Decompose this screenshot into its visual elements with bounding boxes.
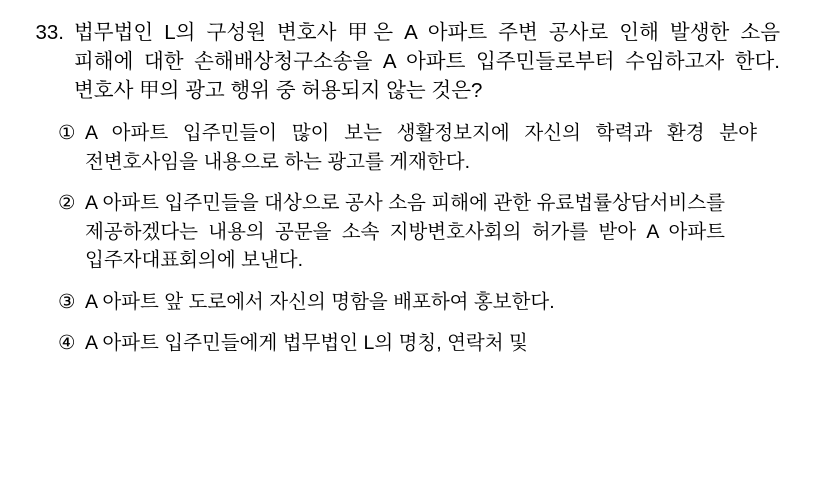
choice-text: A 아파트 앞 도로에서 자신의 명함을 배포하여 홍보한다. bbox=[85, 290, 555, 313]
question-text: 법무법인 L의 구성원 변호사 甲은 A 아파트 주변 공사로 인해 발생한 소음 피해에 대한 손해배상청구소송을 A 아파트 입주민들로부터 수임하고자 한다. 변호사 甲의 광고 행위 중 허용되지 않는 것은? bbox=[74, 21, 780, 103]
choice-item[interactable] bbox=[58, 288, 804, 316]
choice-item[interactable] bbox=[58, 329, 804, 357]
choice-list bbox=[22, 119, 804, 357]
choice-item[interactable] bbox=[58, 189, 804, 274]
choice-marker: ③ bbox=[58, 290, 76, 313]
choice-text: A 아파트 입주민들이 많이 보는 생활정보지에 자신의 학력과 환경 분야 전변호사임을 내용으로 하는 광고를 게재한다. bbox=[85, 122, 757, 173]
choice-marker: ④ bbox=[58, 332, 76, 355]
choice-marker: ① bbox=[58, 122, 76, 145]
choice-item[interactable] bbox=[58, 119, 804, 176]
question-block bbox=[22, 18, 804, 105]
choice-marker: ② bbox=[58, 192, 76, 215]
question-number: 33. bbox=[35, 21, 64, 44]
choice-text: A 아파트 입주민들에게 법무법인 L의 명칭, 연락처 및 bbox=[85, 332, 528, 355]
choice-text: A 아파트 입주민들을 대상으로 공사 소음 피해에 관한 유료법률상담서비스를 제공하겠다는 내용의 공문을 소속 지방변호사회의 허가를 받아 A 아파트 입주자대표회의에 보낸다. bbox=[85, 192, 725, 272]
